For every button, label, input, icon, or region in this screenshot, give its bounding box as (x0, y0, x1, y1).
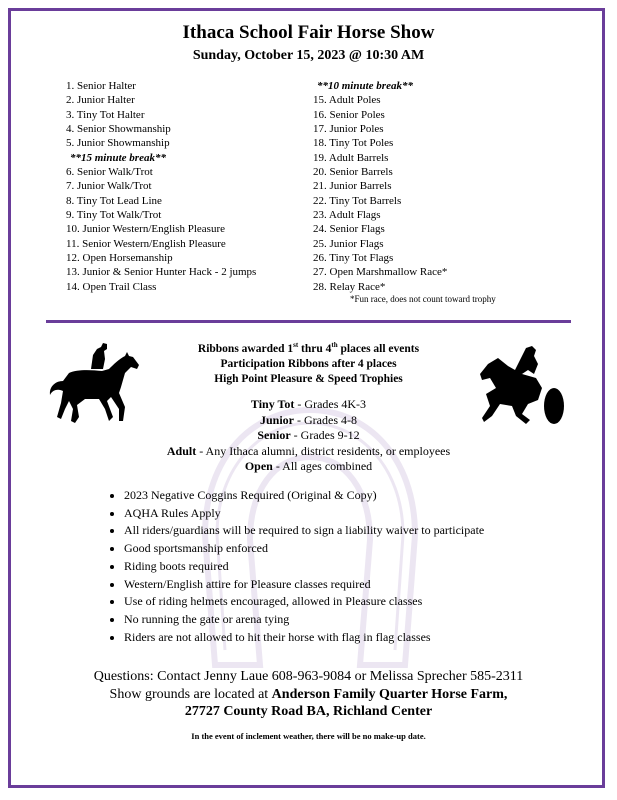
section-divider (46, 320, 571, 323)
ribbons-text: thru 4 (298, 342, 332, 355)
divisions-section (0, 397, 617, 475)
rules-list (107, 487, 484, 646)
ordinal-suffix: th (331, 341, 338, 349)
contact-questions: Questions: Contact Jenny Laue 608-963-9084 or Melissa Sprecher 585-2311 (93, 669, 524, 684)
division-senior (0, 428, 617, 444)
ribbons-text: Ribbons awarded 1 (197, 342, 294, 355)
class-item: 5. Junior Showmanship (66, 137, 170, 150)
class-item: 1. Senior Halter (66, 80, 136, 92)
rule-item: • Riding boots required (124, 558, 484, 576)
division-name: Junior (260, 412, 295, 427)
class-item: 22. Tiny Tot Barrels (313, 194, 402, 207)
class-item: 9. Tiny Tot Walk/Trot (66, 209, 162, 222)
division-desc: - Any Ithaca alumni, district residents, or employees (196, 443, 451, 458)
division-desc: - Grades 4-8 (294, 412, 357, 427)
class-item: 2. Junior Halter (66, 94, 135, 107)
grounds-address (0, 703, 617, 721)
division-junior (0, 413, 617, 429)
rule-item: • Good sportsmanship enforced (124, 540, 484, 558)
class-list-right (313, 79, 447, 294)
break-note: **15 minute break** (70, 151, 166, 164)
trophies-line: High Point Pleasure & Speed Trophies (214, 372, 403, 385)
class-item: 12. Open Horsemanship (66, 252, 173, 265)
division-desc: - Grades 9-12 (290, 428, 360, 442)
division-name: Tiny Tot (250, 397, 295, 411)
ordinal-suffix: st (293, 341, 299, 349)
class-item: 26. Tiny Tot Flags (313, 252, 394, 265)
weather-note: In the event of inclement weather, there will be no make-up date. (191, 731, 426, 741)
class-item: 19. Adult Barrels (313, 151, 389, 164)
class-item: 21. Junior Barrels (313, 180, 392, 193)
division-name: Senior (257, 428, 291, 442)
grounds-prefix: Show grounds are located at (109, 686, 272, 702)
class-item: 14. Open Trail Class (66, 280, 157, 293)
class-item: 20. Senior Barrels (313, 166, 393, 179)
awards-section (0, 338, 617, 387)
break-note: **10 minute break** (317, 80, 413, 92)
rule-item: • 2023 Negative Coggins Required (Original & Copy) (124, 487, 484, 505)
rule-item: • AQHA Rules Apply (124, 505, 484, 523)
division-name: Adult (166, 443, 197, 458)
division-name: Open (244, 459, 273, 473)
division-open (0, 459, 617, 475)
class-item: 6. Senior Walk/Trot (66, 166, 153, 179)
address-text: 27727 County Road BA, Richland Center (184, 704, 433, 719)
class-item: 17. Junior Poles (313, 123, 384, 136)
class-item: 13. Junior & Senior Hunter Hack - 2 jumps (66, 266, 257, 279)
event-date: Sunday, October 15, 2023 @ 10:30 AM (192, 48, 425, 63)
contact-section (0, 668, 617, 721)
rule-item: • All riders/guardians will be required to sign a liability waiver to participate (124, 522, 484, 540)
ribbons-line (0, 338, 617, 357)
class-item: 11. Senior Western/English Pleasure (66, 237, 226, 250)
participation-line: Participation Ribbons after 4 places (220, 357, 397, 370)
class-item: 28. Relay Race* (313, 280, 386, 293)
class-item: 7. Junior Walk/Trot (66, 180, 152, 193)
class-item: 24. Senior Flags (313, 223, 385, 236)
rule-item: • Riders are not allowed to hit their horse with flag in flag classes (124, 629, 484, 647)
page-title: Ithaca School Fair Horse Show (182, 22, 435, 43)
grounds-name: Anderson Family Quarter Horse Farm, (271, 686, 508, 702)
class-item: 3. Tiny Tot Halter (66, 108, 145, 121)
class-item: 25. Junior Flags (313, 237, 384, 250)
division-desc: - Grades 4K-3 (294, 397, 367, 411)
class-item: 8. Tiny Tot Lead Line (66, 194, 162, 207)
fun-race-footnote: *Fun race, does not count toward trophy (350, 294, 496, 304)
rule-item: • Western/English attire for Pleasure classes required (124, 576, 484, 594)
class-item: 4. Senior Showmanship (66, 123, 171, 136)
rule-item: • Use of riding helmets encouraged, allowed in Pleasure classes (124, 593, 484, 611)
class-item: 16. Senior Poles (313, 108, 385, 121)
class-item: 15. Adult Poles (313, 94, 381, 107)
class-item: 27. Open Marshmallow Race* (313, 266, 448, 279)
class-item: 10. Junior Western/English Pleasure (66, 223, 226, 236)
show-grounds-line (0, 686, 617, 704)
division-adult (0, 444, 617, 460)
class-list-left (66, 79, 256, 294)
class-item: 18. Tiny Tot Poles (313, 137, 394, 150)
class-item: 23. Adult Flags (313, 209, 381, 222)
ribbons-text: places all events (337, 342, 420, 355)
division-tiny-tot (0, 397, 617, 413)
rule-item: • No running the gate or arena tying (124, 611, 484, 629)
division-desc: - All ages combined (272, 459, 373, 473)
